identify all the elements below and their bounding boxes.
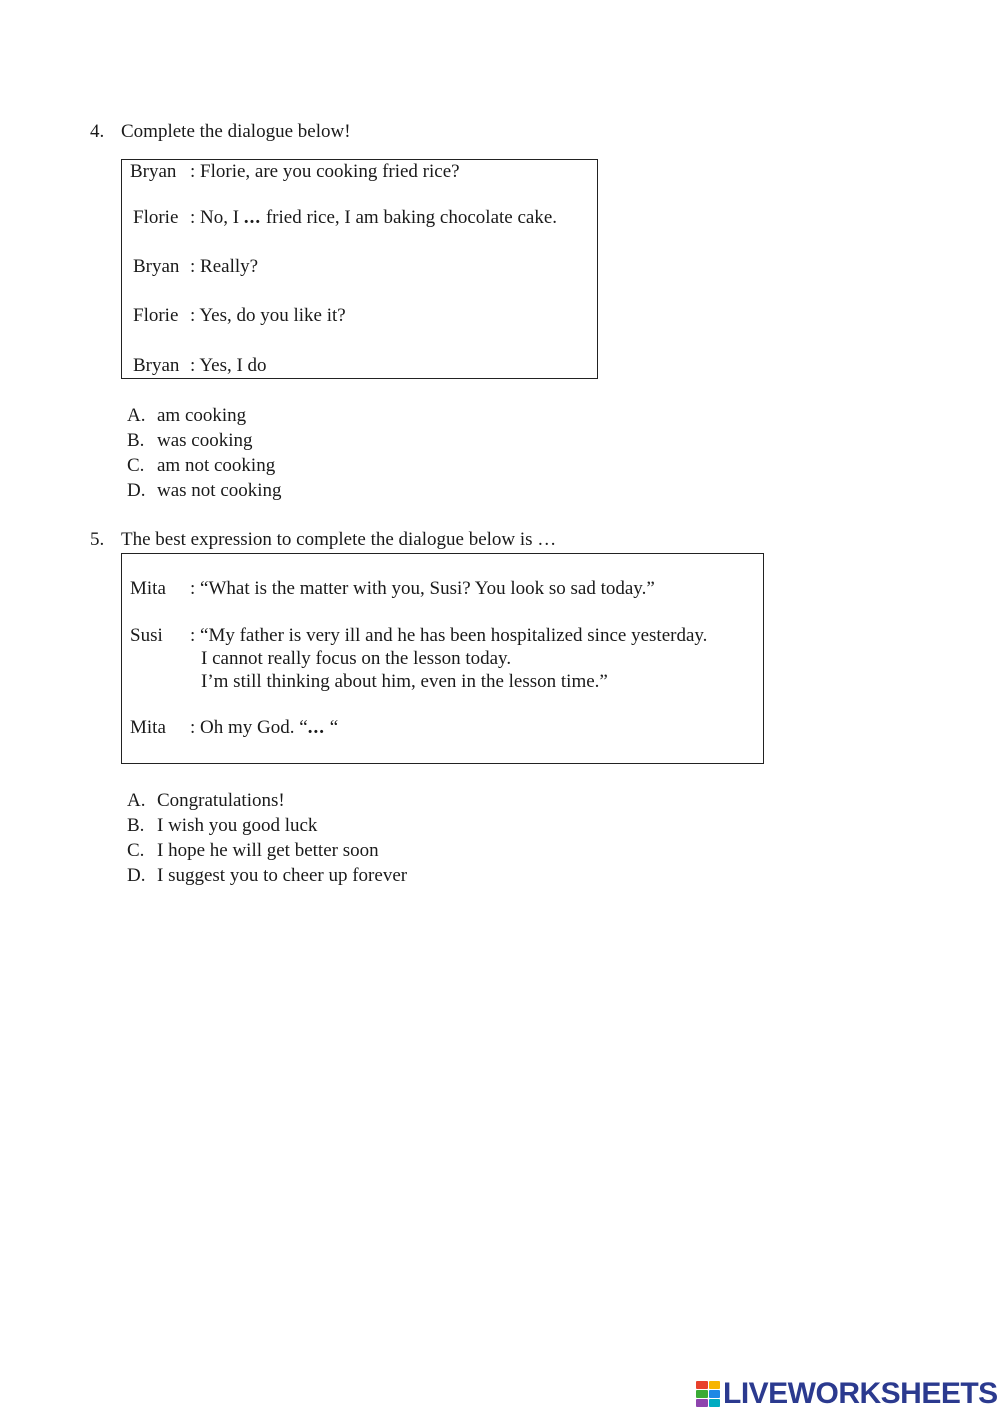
dialogue-speaker: Bryan bbox=[130, 161, 177, 182]
dialogue-line: : “My father is very ill and he has been hospitalized since yesterday. bbox=[190, 625, 708, 646]
dialogue-line-end: “ bbox=[324, 717, 339, 738]
option-c-text[interactable]: I hope he will get better soon bbox=[157, 840, 379, 861]
option-a-text[interactable]: Congratulations! bbox=[157, 790, 285, 811]
dialogue-speaker: Mita bbox=[130, 717, 166, 738]
dialogue-speaker: Susi bbox=[130, 625, 163, 646]
option-a-text[interactable]: am cooking bbox=[157, 405, 247, 426]
dialogue-speaker: Mita bbox=[130, 578, 166, 599]
dialogue-line: : Florie, are you cooking fried rice? bbox=[190, 161, 460, 182]
dialogue-line: : “What is the matter with you, Susi? You look so sad today.” bbox=[190, 578, 655, 599]
logo-mark-cell bbox=[696, 1390, 708, 1398]
dialogue-line: I’m still thinking about him, even in the lesson time.” bbox=[201, 671, 608, 692]
option-a-letter: A. bbox=[127, 405, 146, 426]
option-c-letter: C. bbox=[127, 840, 145, 861]
option-c-letter: C. bbox=[127, 455, 145, 476]
liveworksheets-logo[interactable] bbox=[696, 1378, 998, 1410]
dialogue-line bbox=[190, 717, 338, 739]
dialogue-line bbox=[190, 207, 557, 229]
dialogue-line-start: : No, I bbox=[190, 207, 244, 228]
option-d-text[interactable]: was not cooking bbox=[157, 480, 282, 501]
option-b-text[interactable]: I wish you good luck bbox=[157, 815, 318, 836]
logo-text: LIVEWORKSHEETS bbox=[723, 1377, 998, 1410]
dialogue-line: I cannot really focus on the lesson today. bbox=[201, 648, 512, 669]
logo-mark-cell bbox=[709, 1381, 721, 1389]
dialogue-speaker: Bryan bbox=[133, 256, 180, 277]
option-b-text[interactable]: was cooking bbox=[157, 430, 253, 451]
option-b-letter: B. bbox=[127, 815, 145, 836]
option-b-letter: B. bbox=[127, 430, 145, 451]
dialogue-speaker: Bryan bbox=[133, 355, 180, 376]
option-d-text[interactable]: I suggest you to cheer up forever bbox=[157, 865, 408, 886]
question-5-number: 5. bbox=[90, 529, 105, 550]
question-4-number: 4. bbox=[90, 121, 105, 142]
answer-blank: ... bbox=[243, 207, 262, 228]
dialogue-line: : Yes, do you like it? bbox=[190, 305, 346, 326]
logo-mark-cell bbox=[696, 1381, 708, 1389]
dialogue-line-start: : Oh my God. “ bbox=[190, 717, 308, 738]
logo-mark-cell bbox=[709, 1399, 721, 1407]
dialogue-speaker: Florie bbox=[133, 207, 179, 228]
logo-mark-cell bbox=[696, 1399, 708, 1407]
dialogue-line: : Really? bbox=[190, 256, 259, 277]
dialogue-speaker: Florie bbox=[133, 305, 179, 326]
option-a-letter: A. bbox=[127, 790, 146, 811]
question-4-text: Complete the dialogue below! bbox=[121, 121, 351, 142]
answer-blank: ... bbox=[307, 717, 325, 738]
dialogue-line: : Yes, I do bbox=[190, 355, 267, 376]
option-c-text[interactable]: am not cooking bbox=[157, 455, 276, 476]
logo-mark-cell bbox=[709, 1390, 721, 1398]
option-d-letter: D. bbox=[127, 480, 146, 501]
question-5-text: The best expression to complete the dialogue below is … bbox=[121, 529, 557, 550]
option-d-letter: D. bbox=[127, 865, 146, 886]
liveworksheets-mark-icon bbox=[696, 1381, 720, 1407]
dialogue-line-end: fried rice, I am baking chocolate cake. bbox=[261, 207, 558, 228]
